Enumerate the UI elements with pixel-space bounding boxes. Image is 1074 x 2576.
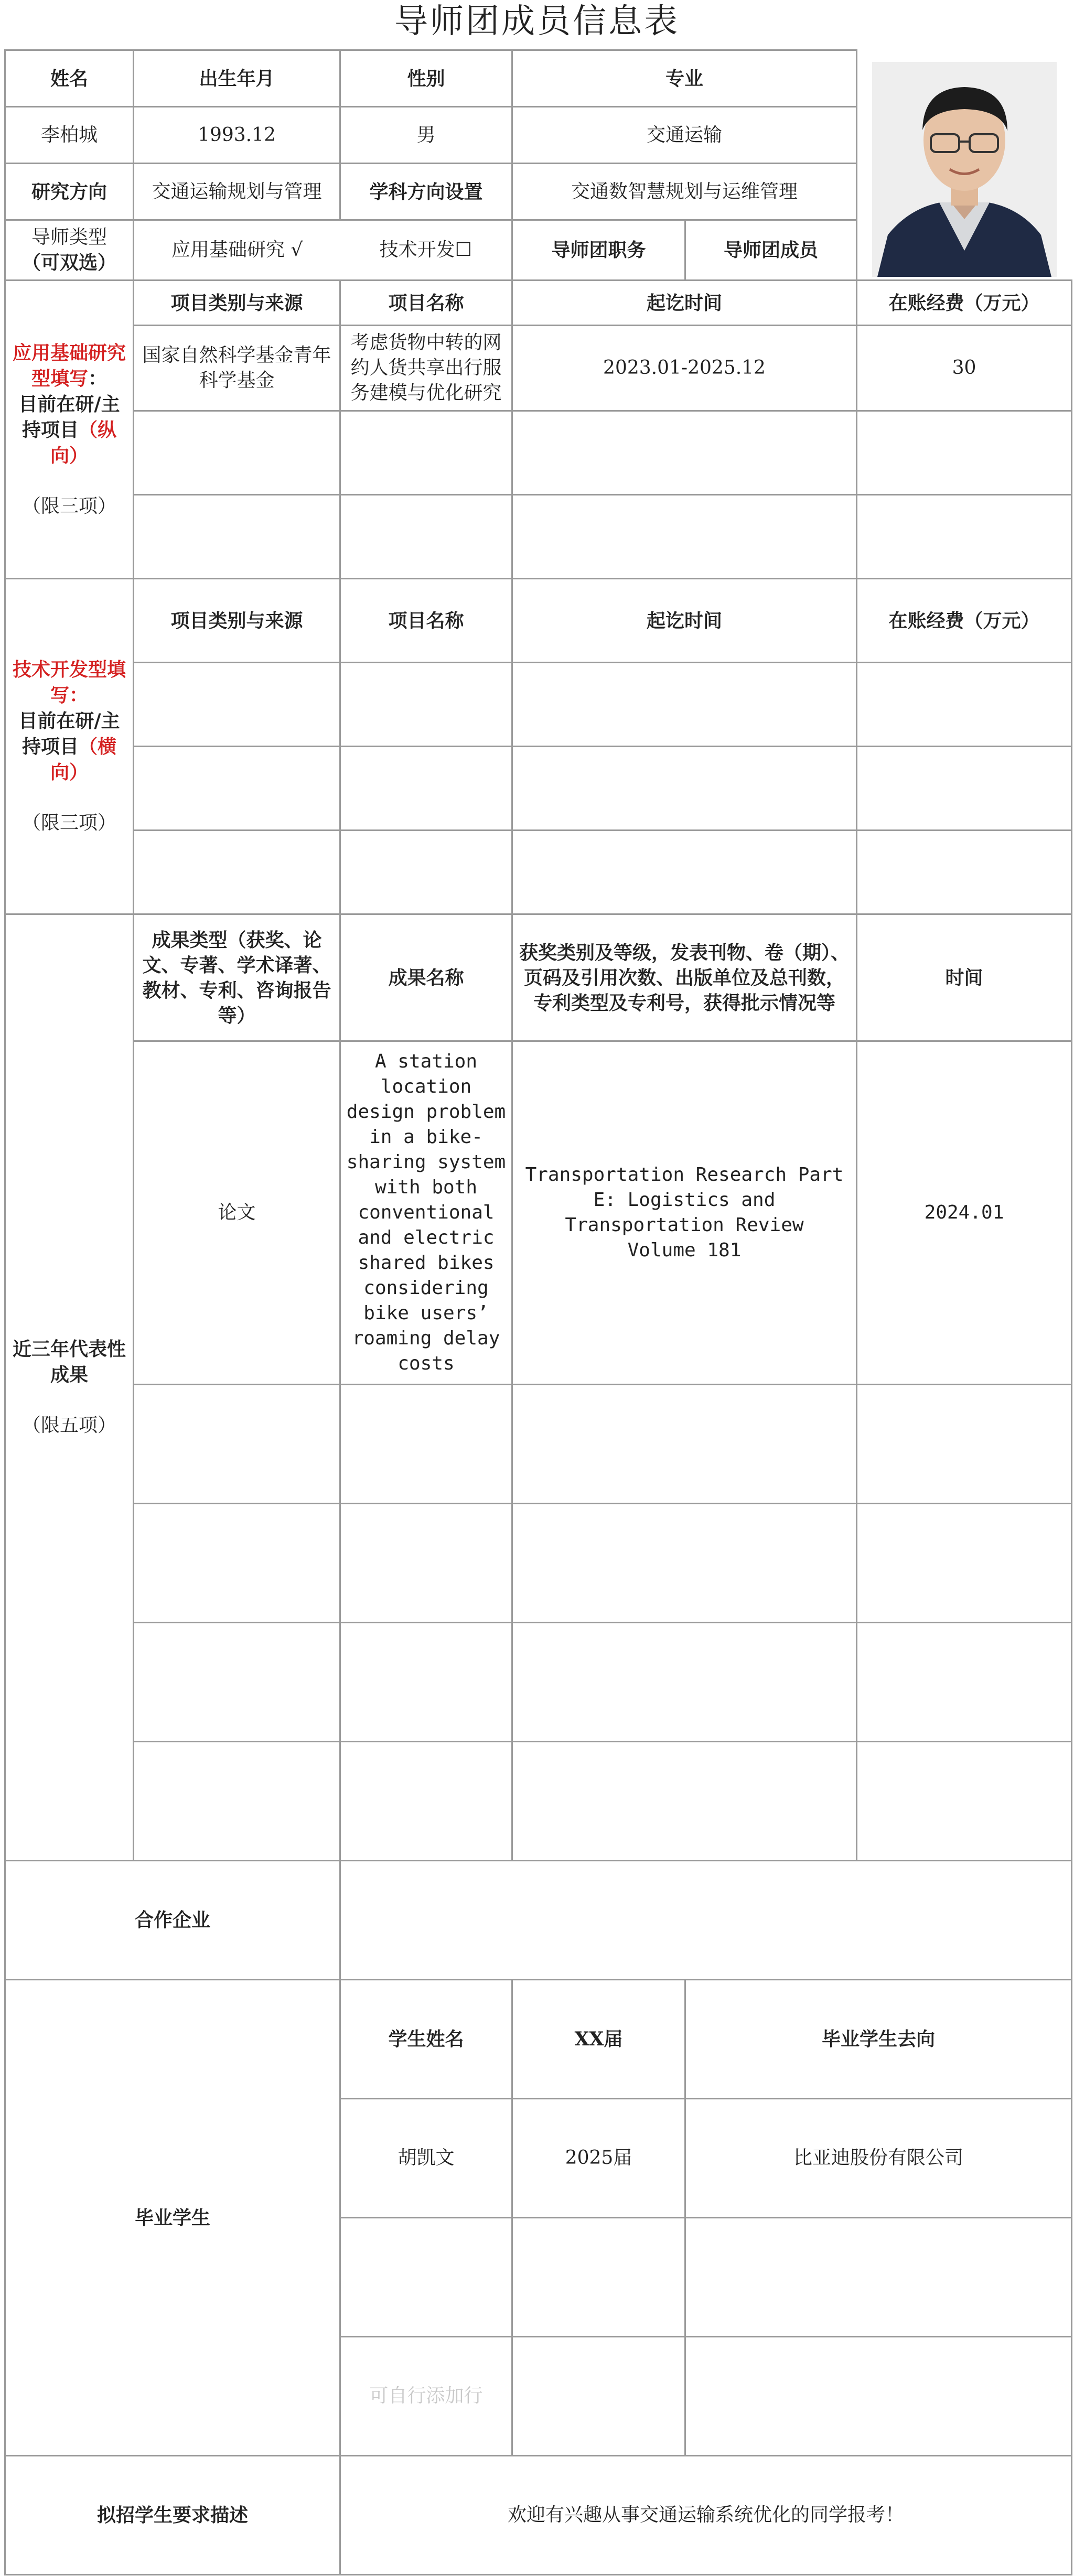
basic-project-row (5, 411, 1072, 495)
achievements-side-title: 近三年代表性成果 (12, 1338, 126, 1386)
major-value: 交通运输 (512, 107, 857, 164)
name-label: 姓名 (5, 50, 134, 107)
achievement-title[interactable]: A station location design problem in a bike-sharing system with both conventional and electric shared bikes considering bike users’ roaming delay costs (340, 1041, 512, 1385)
achievement-detail[interactable] (512, 1504, 857, 1623)
basic-project-period[interactable] (512, 411, 857, 495)
type-label (5, 220, 134, 281)
role-value: 导师团成员 (685, 220, 857, 281)
graduate-name[interactable]: 胡凯文 (340, 2099, 512, 2218)
graduate-cohort[interactable] (512, 2337, 685, 2456)
basic-header-funds: 在账经费（万元） (857, 281, 1072, 326)
cooperation-label: 合作企业 (5, 1861, 340, 1980)
tech-project-row (5, 747, 1072, 831)
graduate-name[interactable] (340, 2218, 512, 2337)
achievement-type[interactable] (134, 1742, 340, 1861)
gender-value: 男 (340, 107, 512, 164)
tech-header-category: 项目类别与来源 (134, 579, 340, 663)
achievement-header-date: 时间 (857, 914, 1072, 1041)
graduate-destination[interactable]: 比亚迪股份有限公司 (685, 2099, 1072, 2218)
basic-side-dir: （纵向） (50, 418, 117, 467)
achievement-date[interactable]: 2024.01 (857, 1041, 1072, 1385)
tech-side-limit: （限三项） (22, 812, 116, 834)
graduates-label: 毕业学生 (5, 1980, 340, 2456)
basic-project-period[interactable]: 2023.01-2025.12 (512, 326, 857, 411)
basic-header-period: 起讫时间 (512, 281, 857, 326)
basic-project-funds[interactable] (857, 411, 1072, 495)
portrait-photo (872, 62, 1057, 277)
basic-project-name[interactable] (340, 411, 512, 495)
tech-project-category[interactable] (134, 663, 340, 747)
graduates-header-cohort: XX届 (512, 1980, 685, 2099)
tech-project-name[interactable] (340, 747, 512, 831)
graduate-cohort[interactable]: 2025届 (512, 2099, 685, 2218)
achievement-detail[interactable] (512, 1742, 857, 1861)
basic-project-funds[interactable]: 30 (857, 326, 1072, 411)
basic-side-line: 目前在研/主持项目 (18, 393, 120, 441)
basic-project-name[interactable]: 考虑货物中转的网约人货共享出行服务建模与优化研究 (340, 326, 512, 411)
achievement-header-type: 成果类型（获奖、论文、专著、学术译著、教材、专利、咨询报告等） (134, 914, 340, 1041)
achievement-title[interactable] (340, 1742, 512, 1861)
tech-header-funds: 在账经费（万元） (857, 579, 1072, 663)
tech-project-row (5, 831, 1072, 914)
achievement-row (5, 1504, 1072, 1623)
photo-cell (857, 50, 1072, 281)
graduates-header-name: 学生姓名 (340, 1980, 512, 2099)
basic-project-name[interactable] (340, 495, 512, 579)
basic-side-limit: （限三项） (22, 495, 116, 517)
achievement-detail[interactable] (512, 1623, 857, 1742)
research-value: 交通运输规划与管理 (134, 164, 340, 220)
achievement-date[interactable] (857, 1504, 1072, 1623)
achievement-journal: Transportation Research Part E: Logistics and Transportation Review (525, 1164, 844, 1236)
achievement-volume: Volume 181 (627, 1240, 742, 1261)
type-label-line1: 导师类型 (31, 227, 107, 248)
basic-label-row (5, 50, 1072, 107)
tech-side-red-text: 技术开发型填写： (12, 659, 126, 706)
achievement-row (5, 1385, 1072, 1504)
tech-project-funds[interactable] (857, 747, 1072, 831)
person-portrait-icon (872, 62, 1057, 277)
achievement-date[interactable] (857, 1623, 1072, 1742)
achievement-type[interactable] (134, 1623, 340, 1742)
research-label: 研究方向 (5, 164, 134, 220)
achievement-row (5, 1041, 1072, 1385)
achievement-date[interactable] (857, 1742, 1072, 1861)
achievement-detail[interactable] (512, 1041, 857, 1385)
achievement-row (5, 1742, 1072, 1861)
tech-project-category[interactable] (134, 831, 340, 914)
tech-project-category[interactable] (134, 747, 340, 831)
tech-project-name[interactable] (340, 831, 512, 914)
major-label: 专业 (512, 50, 857, 107)
requirement-value[interactable]: 欢迎有兴趣从事交通运输系统优化的同学报考！ (340, 2456, 1072, 2575)
tech-project-funds[interactable] (857, 663, 1072, 747)
achievement-header-detail: 获奖类别及等级，发表刊物、卷（期）、页码及引用次数、出版单位及总刊数，专利类型及专利号，获得批示情况等 (512, 914, 857, 1041)
requirement-row (5, 2456, 1072, 2575)
achievement-title[interactable] (340, 1504, 512, 1623)
tech-header-period: 起讫时间 (512, 579, 857, 663)
tech-side-dir: （横向） (50, 736, 117, 783)
type-tech-option[interactable]: 技术开发☐ (340, 220, 512, 281)
tech-projects-side-label (5, 579, 134, 914)
basic-project-category[interactable] (134, 411, 340, 495)
achievement-type[interactable]: 论文 (134, 1041, 340, 1385)
achievements-header-row (5, 914, 1072, 1041)
tech-project-period[interactable] (512, 663, 857, 747)
role-label: 导师团职务 (512, 220, 685, 281)
tech-header-name: 项目名称 (340, 579, 512, 663)
birth-label: 出生年月 (134, 50, 340, 107)
graduates-header-destination: 毕业学生去向 (685, 1980, 1072, 2099)
basic-project-funds[interactable] (857, 495, 1072, 579)
cooperation-value[interactable] (340, 1861, 1072, 1980)
basic-projects-side-label (5, 281, 134, 579)
achievements-side-label (5, 914, 134, 1861)
achievement-row (5, 1623, 1072, 1742)
achievement-type[interactable] (134, 1504, 340, 1623)
requirement-label: 拟招学生要求描述 (5, 2456, 340, 2575)
info-table (4, 49, 1072, 2575)
discipline-label: 学科方向设置 (340, 164, 512, 220)
achievement-type[interactable] (134, 1385, 340, 1504)
basic-project-category[interactable] (134, 495, 340, 579)
achievement-title[interactable] (340, 1385, 512, 1504)
cooperation-row (5, 1861, 1072, 1980)
tech-project-funds[interactable] (857, 831, 1072, 914)
basic-project-category[interactable]: 国家自然科学基金青年科学基金 (134, 326, 340, 411)
gender-label: 性别 (340, 50, 512, 107)
graduate-add-row-hint[interactable]: 可自行添加行 (340, 2337, 512, 2456)
basic-header-category: 项目类别与来源 (134, 281, 340, 326)
basic-side-red-text: 应用基础研究型填写 (12, 341, 126, 390)
tech-project-row (5, 663, 1072, 747)
birth-value: 1993.12 (134, 107, 340, 164)
basic-header-name: 项目名称 (340, 281, 512, 326)
type-label-line2: （可双选） (22, 252, 116, 274)
graduate-destination[interactable] (685, 2337, 1072, 2456)
discipline-value: 交通数智慧规划与运维管理 (512, 164, 857, 220)
achievement-detail[interactable] (512, 1385, 857, 1504)
achievement-date[interactable] (857, 1385, 1072, 1504)
basic-project-period[interactable] (512, 495, 857, 579)
tech-project-name[interactable] (340, 663, 512, 747)
achievement-header-name: 成果名称 (340, 914, 512, 1041)
graduate-destination[interactable] (685, 2218, 1072, 2337)
basic-project-row (5, 495, 1072, 579)
name-value: 李柏城 (5, 107, 134, 164)
achievement-title[interactable] (340, 1623, 512, 1742)
tech-side-line: 目前在研/主持项目 (18, 710, 120, 758)
type-basic-option[interactable]: 应用基础研究 √ (134, 220, 340, 281)
achievements-side-limit: （限五项） (22, 1415, 116, 1436)
tech-project-period[interactable] (512, 747, 857, 831)
tech-projects-header-row (5, 579, 1072, 663)
basic-project-row (5, 326, 1072, 411)
basic-projects-header-row (5, 281, 1072, 326)
graduates-header-row (5, 1980, 1072, 2099)
form-title: 导师团成员信息表 (394, 2, 680, 41)
graduate-cohort[interactable] (512, 2218, 685, 2337)
basic-side-colon: ： (88, 367, 108, 390)
tech-project-period[interactable] (512, 831, 857, 914)
